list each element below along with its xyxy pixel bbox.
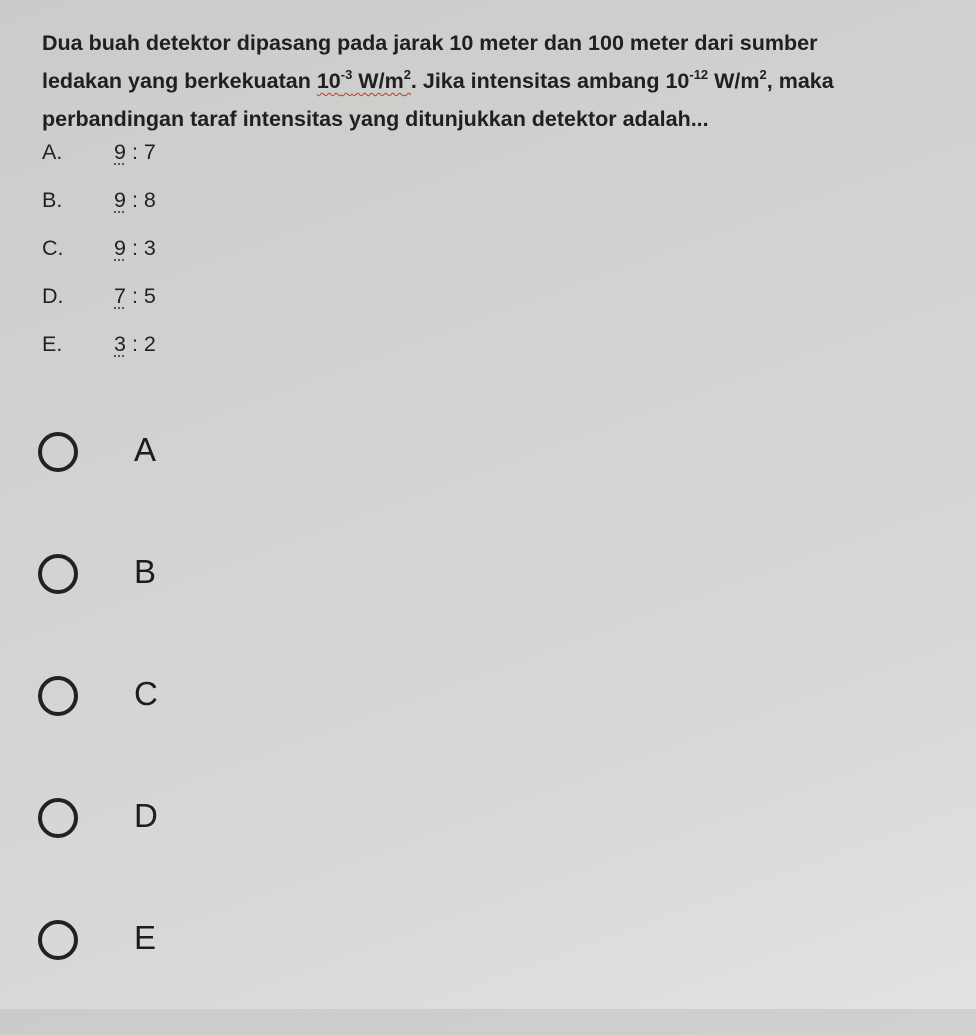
choice-b [42, 184, 442, 232]
question-line-3 [42, 100, 952, 138]
question-line-1 [42, 24, 952, 62]
choice-c-letter: C. [42, 236, 64, 260]
choice-d-ratio [114, 284, 156, 309]
choice-c [42, 232, 442, 280]
option-a-label[interactable]: A [134, 431, 157, 468]
option-d-label[interactable]: D [134, 797, 158, 834]
choice-b-ratio [114, 188, 156, 213]
threshold-base: 10 [665, 69, 690, 93]
source-power-unit-exponent: 2 [403, 67, 411, 82]
choice-a-separator: : [125, 140, 144, 164]
option-c-radio[interactable] [38, 676, 78, 716]
choice-c-left: 9 [114, 236, 126, 260]
source-power-exponent: -3 [340, 67, 353, 82]
choice-b-separator: : [125, 188, 144, 212]
option-d-radio[interactable] [38, 798, 78, 838]
answer-choices-list [42, 136, 442, 376]
source-power [317, 69, 411, 93]
choice-a [42, 136, 442, 184]
choice-b-letter: B. [42, 188, 63, 212]
question-line-3-text: perbandingan taraf intensitas yang ditunjukkan detektor adalah... [42, 107, 709, 131]
source-power-base: 10 [316, 69, 341, 93]
choice-a-ratio [114, 140, 156, 165]
choice-d-right: 5 [143, 284, 156, 308]
threshold-intensity [665, 69, 766, 93]
question-line-2-middle: . Jika intensitas ambang [410, 69, 666, 93]
answer-radio-group [38, 425, 338, 1035]
question-line-2-start: ledakan yang berkekuatan [42, 69, 317, 93]
threshold-exponent: -12 [689, 67, 709, 82]
choice-a-left: 9 [114, 140, 126, 164]
choice-d-left: 7 [114, 284, 126, 308]
question-line-2-end: , maka [766, 69, 834, 93]
choice-e-right: 2 [143, 332, 156, 356]
question-line-2 [42, 62, 952, 100]
choice-c-right: 3 [143, 236, 156, 260]
option-e-radio[interactable] [38, 920, 78, 960]
choice-e-left: 3 [114, 332, 126, 356]
choice-d [42, 280, 442, 328]
threshold-unit-exponent: 2 [759, 67, 767, 82]
option-d[interactable] [38, 791, 338, 913]
question-text [42, 24, 952, 138]
choice-c-separator: : [125, 236, 144, 260]
threshold-unit: W/m [708, 69, 760, 93]
choice-e-letter: E. [42, 332, 63, 356]
option-e[interactable] [38, 913, 338, 1035]
option-b-label[interactable]: B [134, 553, 157, 590]
source-power-unit: W/m [352, 69, 404, 93]
choice-d-separator: : [125, 284, 144, 308]
choice-e-separator: : [125, 332, 144, 356]
choice-c-ratio [114, 236, 156, 261]
choice-b-right: 8 [143, 188, 156, 212]
option-a[interactable] [38, 425, 338, 547]
choice-d-letter: D. [42, 284, 64, 308]
option-e-label[interactable]: E [134, 919, 157, 956]
choice-a-letter: A. [42, 140, 63, 164]
option-c[interactable] [38, 669, 338, 791]
option-b-radio[interactable] [38, 554, 78, 594]
choice-e-ratio [114, 332, 156, 357]
option-c-label[interactable]: C [134, 675, 158, 712]
choice-b-left: 9 [114, 188, 126, 212]
option-a-radio[interactable] [38, 432, 78, 472]
option-b[interactable] [38, 547, 338, 669]
choice-e [42, 328, 442, 376]
choice-a-right: 7 [143, 140, 156, 164]
question-line-1-text: Dua buah detektor dipasang pada jarak 10 meter dan 100 meter dari sumber [42, 31, 818, 55]
